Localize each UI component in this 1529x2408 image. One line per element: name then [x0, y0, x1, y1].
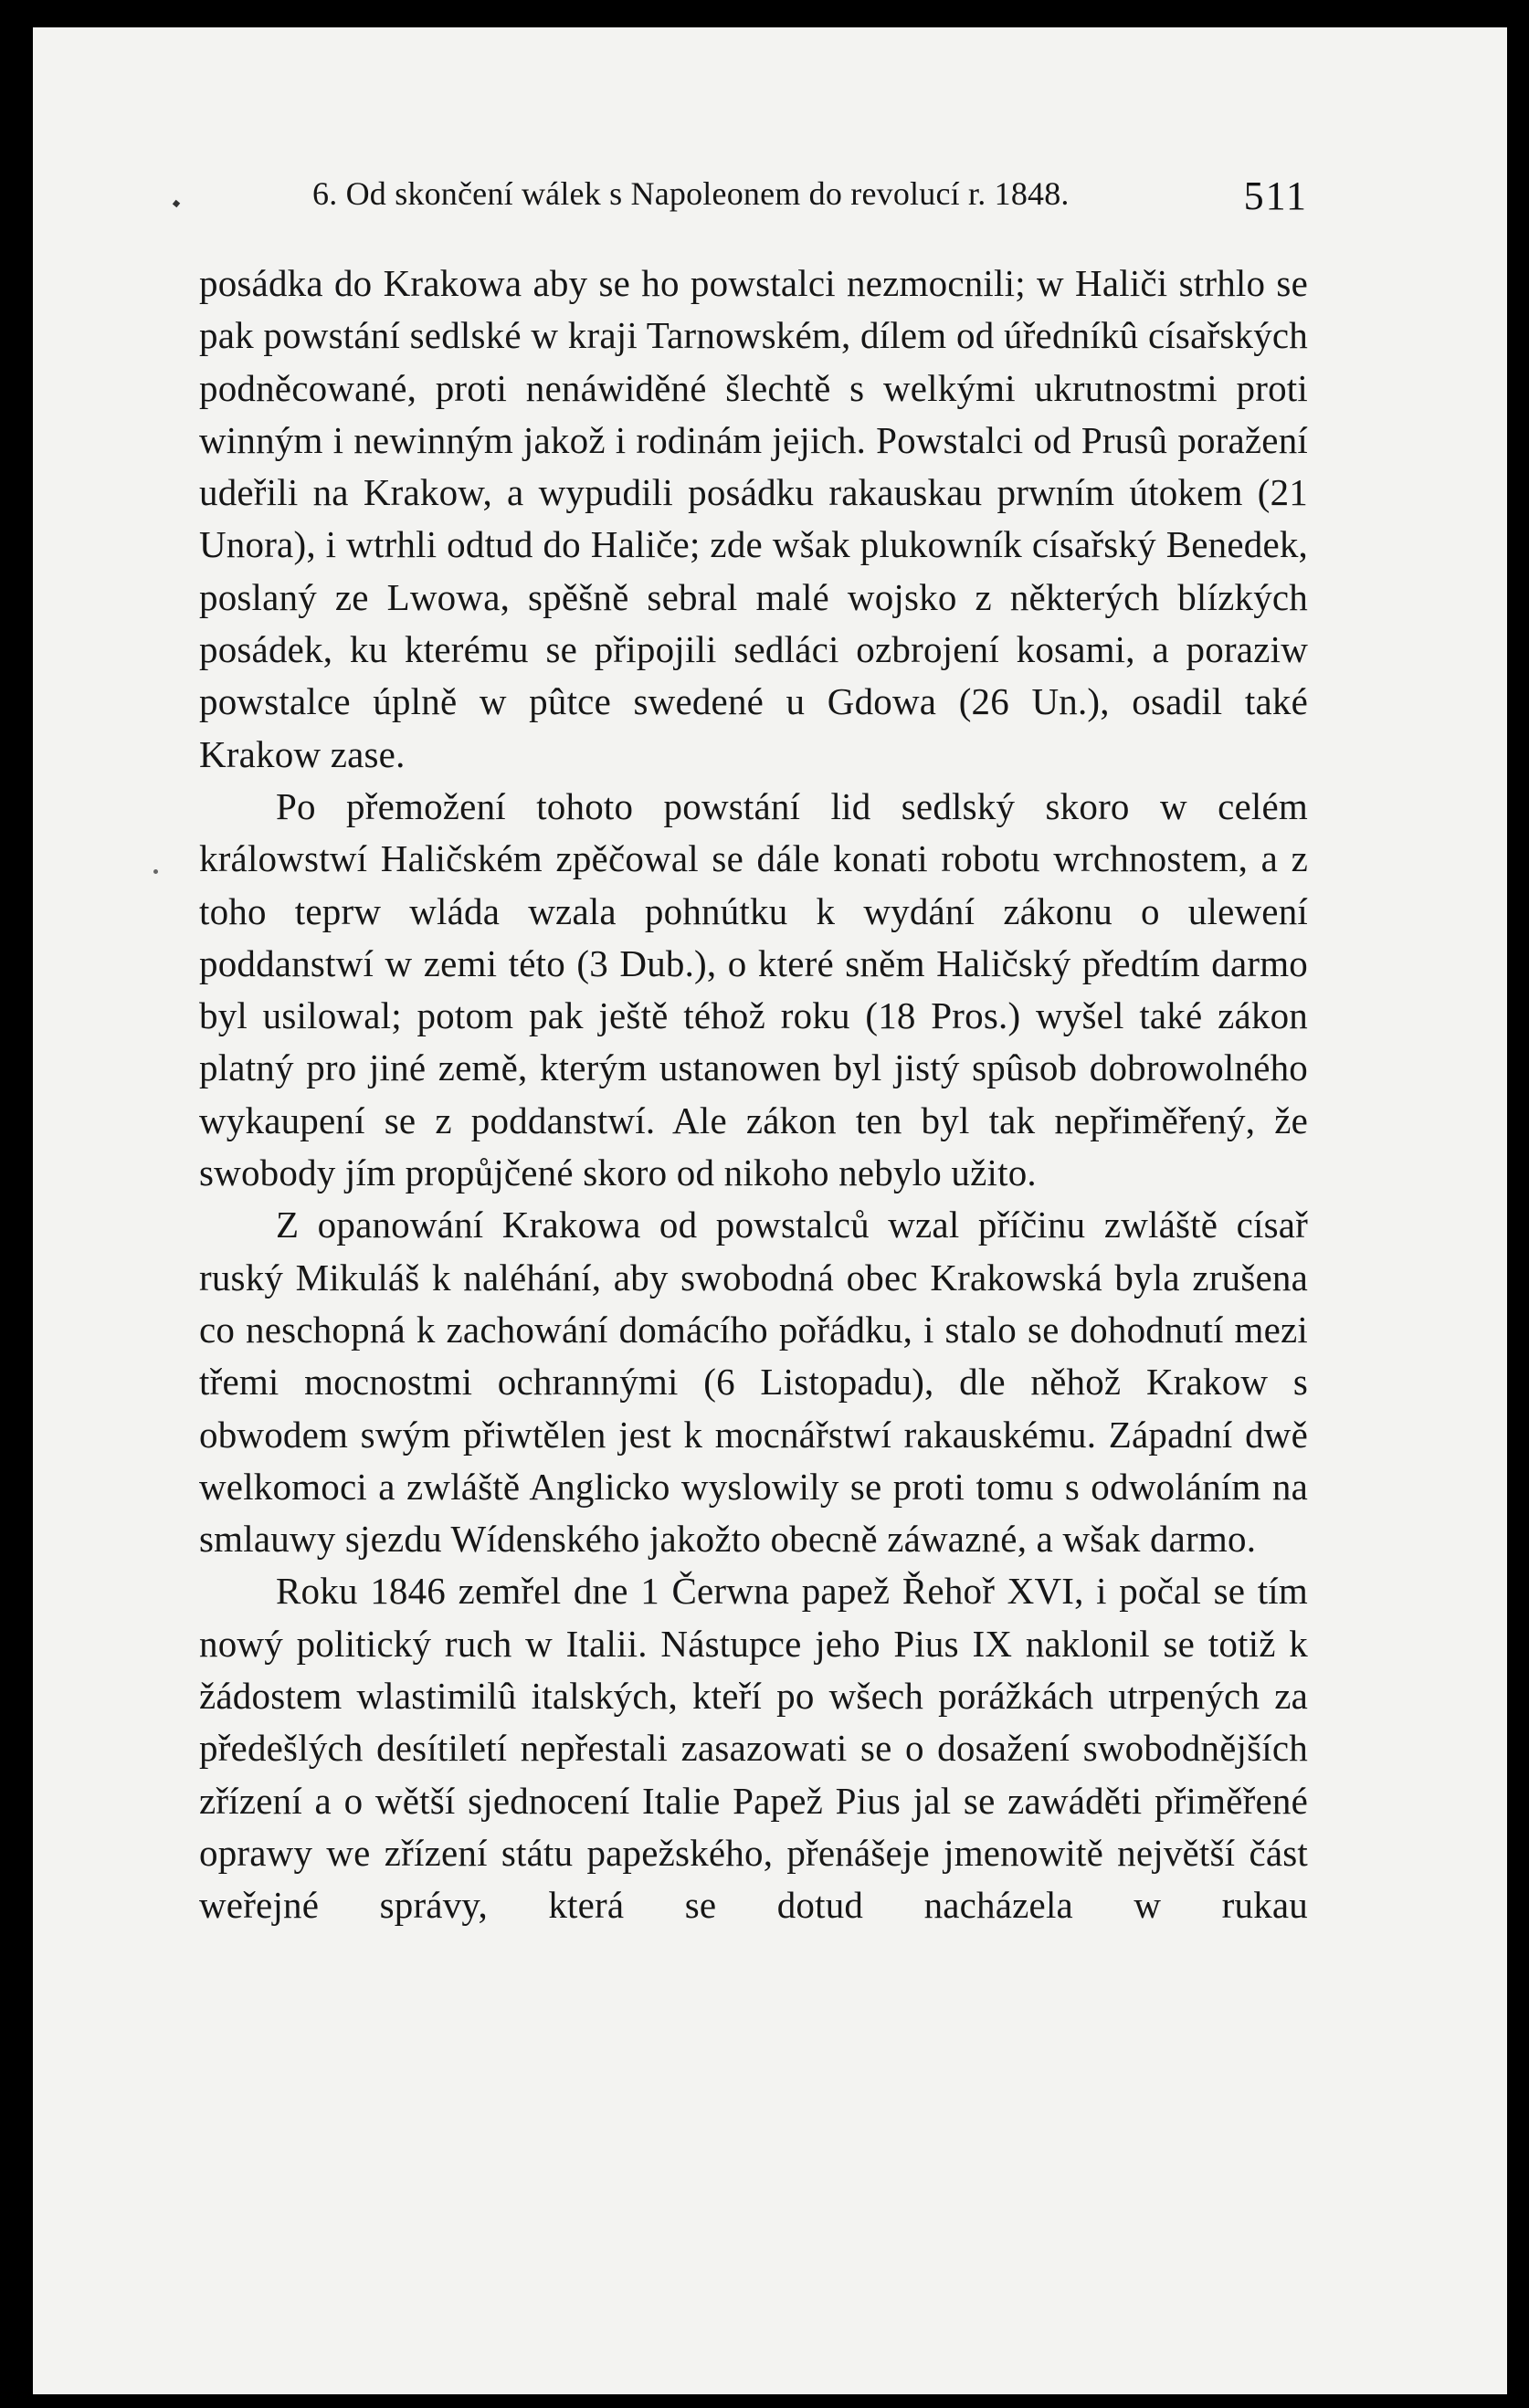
running-head: 6. Od skončení wálek s Napoleonem do revolucí r. 1848. [312, 175, 1070, 212]
paragraph-2: Po přemožení tohoto powstání lid sedlský skoro w celém králowstwí Haličském zpěčowal se dále konati robotu wrchnostem, a z toho teprw wláda wzala pohnútku k wydání zákonu o ulewení poddanstwí w zemi této (3 Dub.), o které sněm Haličský předtím darmo byl usilowal; potom pak ještě téhož roku (18 Pros.) wyšel také zákon platný pro jiné země, kterým ustanowen byl jistý spûsob dobrowolného wykaupení se z poddanstwí. Ale zákon ten byl tak nepřiměřený, že swobody jím propůjčené skoro od nikoho nebylo užito. [199, 784, 1308, 1194]
page-header [312, 169, 1308, 224]
page-number: 511 [1243, 174, 1308, 218]
paragraph-4: Roku 1846 zemřel dne 1 Čerwna papež Řehoř XVI, i počal se tím nowý politický ruch w Italii. Nástupce jeho Pius IX naklonil se totiž k žádostem wlastimilû italských, kteří po wšech porážkách utrpených za předešlých desítiletí nepřestali zasazowati se o dosažení swobodnějších zřízení a o wětší sjednocení Italie Papež Pius jal se zawáděti přiměřené oprawy we zřízení státu papežského, přenášeje jmenowitě největší část weřejné správy, která se dotud nacházela w rukau [199, 1570, 1308, 1927]
paragraph-1: posádka do Krakowa aby se ho powstalci nezmocnili; w Haliči strhlo se pak powstání sedlské w kraji Tarnowském, dílem od úředníkû císařských podněcowané, proti nenáwiděné šlechtě s welkými ukrutnostmi proti winným i newinným jakož i rodinám jejich. Powstalci od Prusû poražení udeřili na Krakow, a wypudili posádku rakauskau prwním útokem (21 Unora), i wtrhli odtud do Haliče; zde wšak plukowník císařský Benedek, poslaný ze Lwowa, spěšně sebral malé wojsko z některých blízkých posádek, ku kterému se připojili sedláci ozbrojení kosami, a poraziw powstalce úplně w pûtce swedené u Gdowa (26 Un.), osadil také Krakow zase. [199, 262, 1308, 775]
body-text [199, 258, 1308, 1932]
margin-dot [153, 869, 158, 874]
scan-top-edge [0, 0, 1529, 27]
paragraph-3: Z opanowání Krakowa od powstalců wzal příčinu zwláště císař ruský Mikuláš k naléhání, aby swobodná obec Krakowská byla zrušena co neschopná k zachowání domácího pořádku, i stalo se dohodnutí mezi třemi mocnostmi ochrannými (6 Listopadu), dle něhož Krakow s obwodem swým přiwtělen jest k mocnářstwí rakauskému. Západní dwě welkomoci a zwláště Anglicko wyslowily se proti tomu s odwoláním na smlauwy sjezdu Wídenského jakožto obecně záwazné, a wšak darmo. [199, 1204, 1308, 1561]
